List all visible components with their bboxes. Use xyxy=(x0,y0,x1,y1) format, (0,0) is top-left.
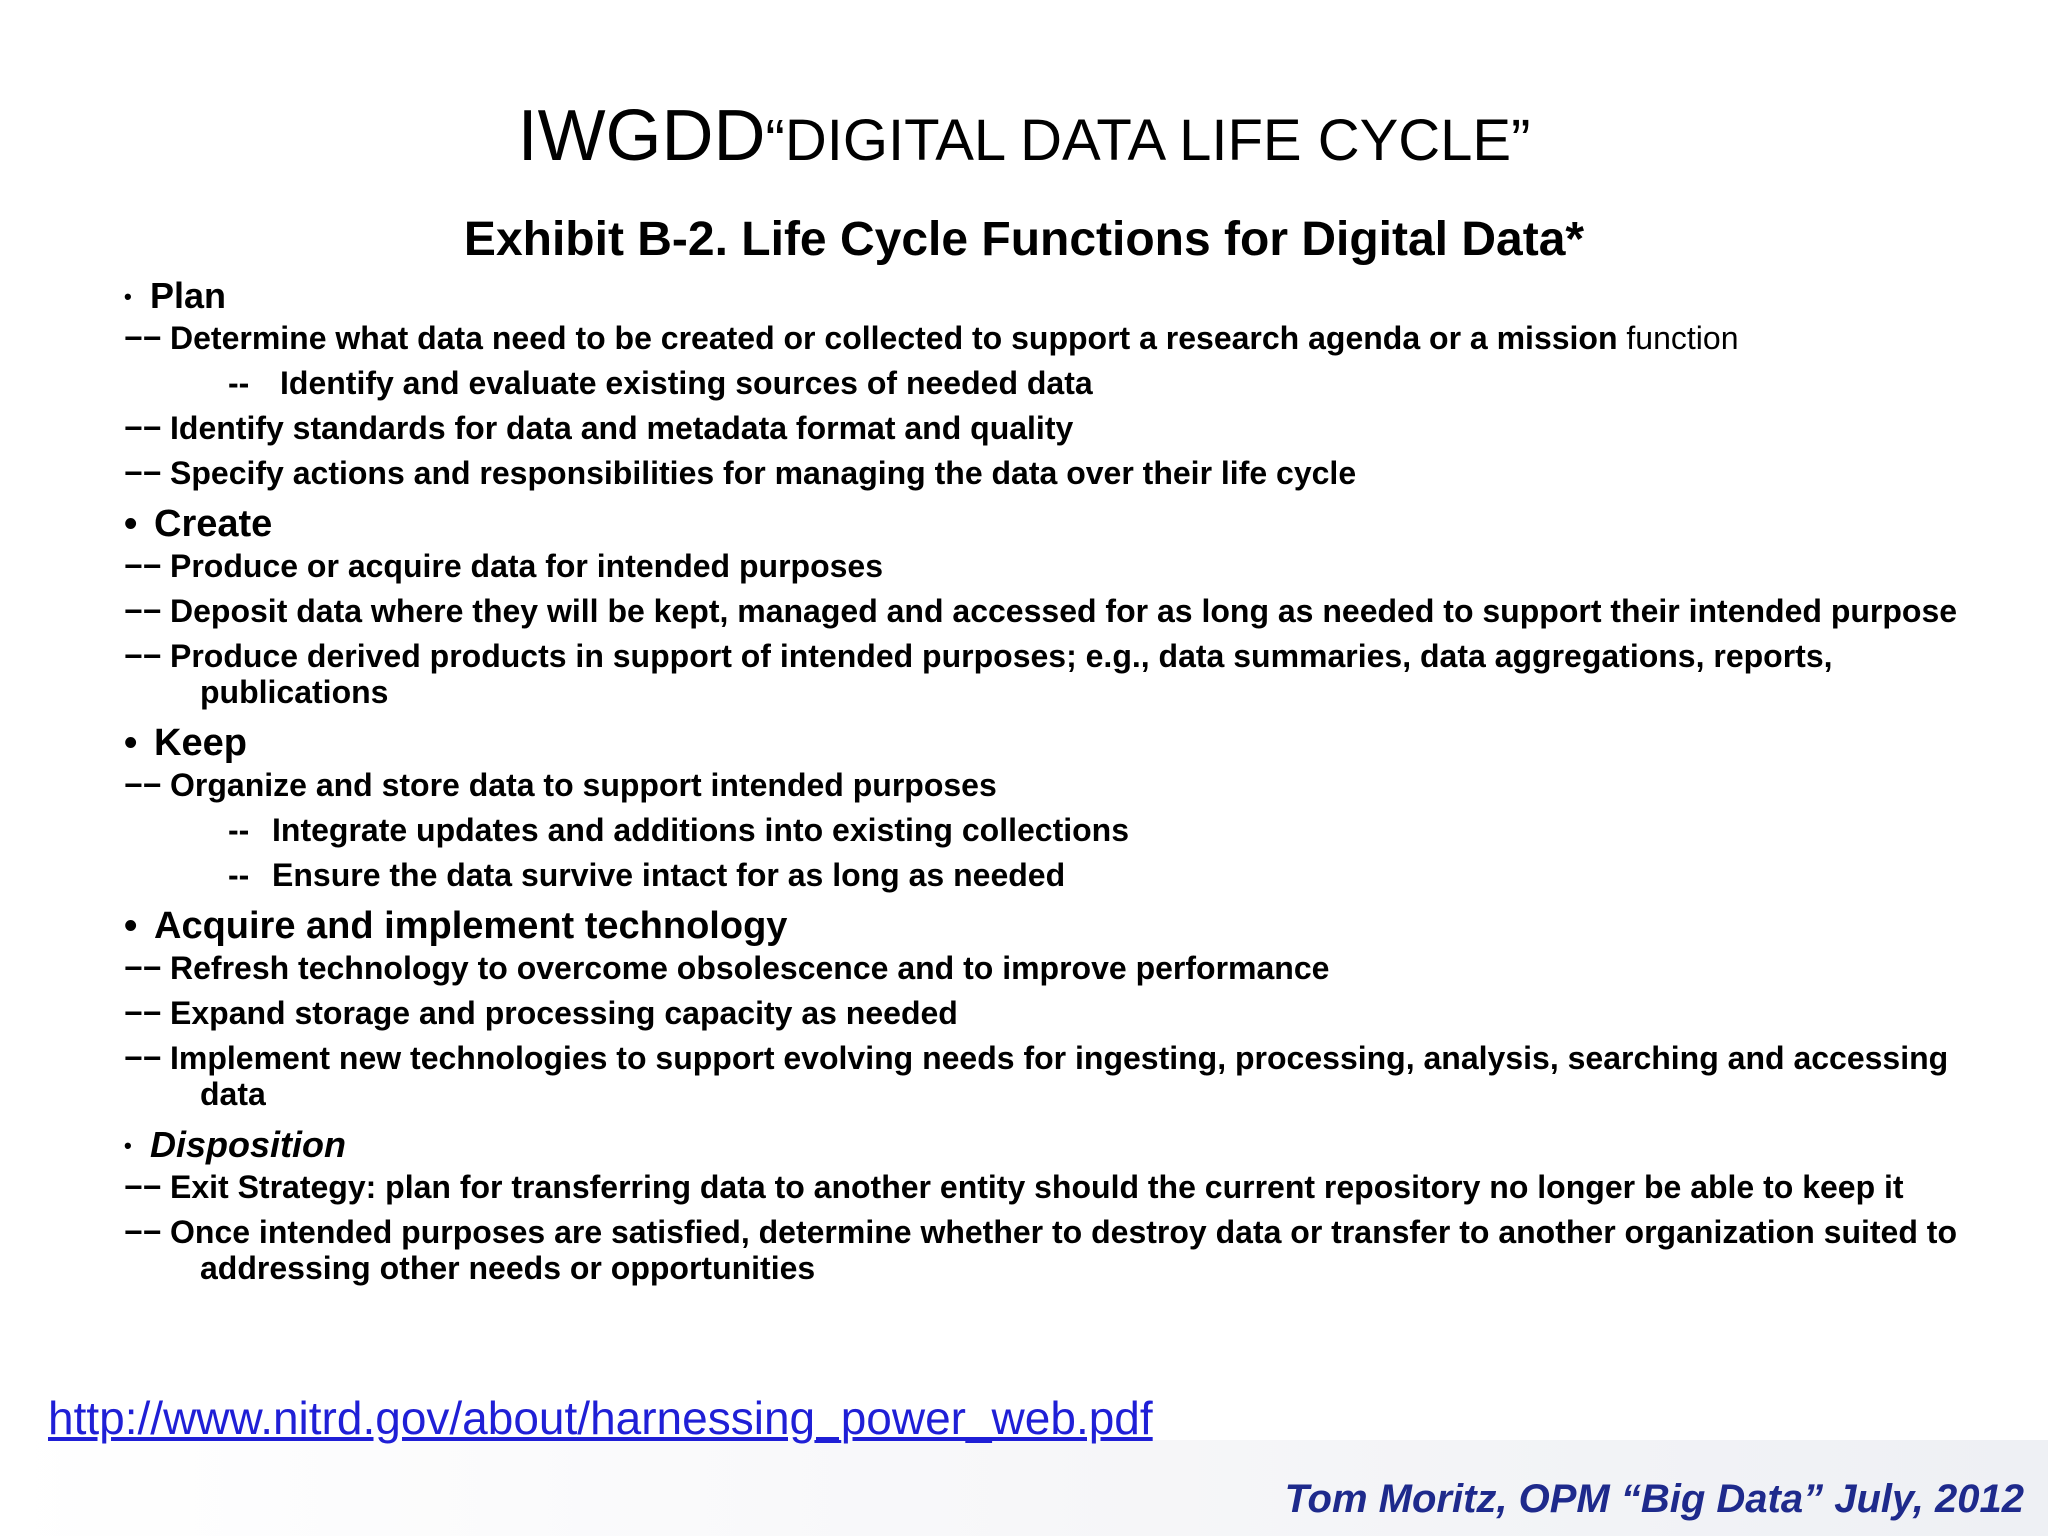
list-item xyxy=(124,1040,2004,1112)
list-item xyxy=(124,455,2004,491)
dash-icon: -- xyxy=(228,857,250,893)
list-item xyxy=(124,767,2004,803)
bullet-icon: • xyxy=(124,284,132,309)
section-heading-plan xyxy=(124,272,2004,320)
dash-icon: −− xyxy=(124,950,162,986)
section-heading-acquire-technology xyxy=(124,902,2004,950)
dash-icon: −− xyxy=(124,1169,162,1205)
list-item-text: Exit Strategy: plan for transferring data to another entity should the current repository no longer be able to keep it xyxy=(170,1169,1904,1205)
dash-icon: −− xyxy=(124,548,162,584)
sub-list-item xyxy=(124,812,2004,848)
title-quoted-text: “DIGITAL DATA LIFE CYCLE” xyxy=(765,108,1531,173)
section-heading-label: Plan xyxy=(150,275,227,316)
list-item-text: Identify standards for data and metadata format and quality xyxy=(170,410,1074,446)
section-heading-keep xyxy=(124,719,2004,767)
list-item-text: Refresh technology to overcome obsolescence and to improve performance xyxy=(170,950,1330,986)
list-item-text: Produce derived products in support of intended purposes; e.g., data summaries, data aggregations, reports, publications xyxy=(170,638,1833,710)
sub-list-item-text: Ensure the data survive intact for as long as needed xyxy=(272,857,1066,893)
section-heading-label: Keep xyxy=(154,722,247,764)
list-item-text: Specify actions and responsibilities for managing the data over their life cycle xyxy=(170,455,1357,491)
list-item xyxy=(124,995,2004,1031)
list-item xyxy=(124,548,2004,584)
list-item xyxy=(124,1214,2004,1286)
dash-icon: -- xyxy=(228,812,250,848)
dash-icon: −− xyxy=(124,410,162,446)
bullet-icon: • xyxy=(124,503,138,545)
dash-icon: −− xyxy=(124,1040,162,1076)
list-item-text: Implement new technologies to support evolving needs for ingesting, processing, analysis, searching and accessing data xyxy=(170,1040,1949,1112)
sub-list-item-text: Integrate updates and additions into existing collections xyxy=(272,812,1129,848)
list-item-text: Organize and store data to support intended purposes xyxy=(170,767,997,803)
list-item xyxy=(124,410,2004,446)
list-item-text: Produce or acquire data for intended purposes xyxy=(170,548,884,584)
dash-icon: −− xyxy=(124,320,162,356)
source-link[interactable]: http://www.nitrd.gov/about/harnessing_power_web.pdf xyxy=(48,1392,1153,1444)
list-item xyxy=(124,320,2004,356)
slide-title xyxy=(0,92,2048,185)
bullet-icon: • xyxy=(124,905,138,947)
section-heading-label: Acquire and implement technology xyxy=(154,905,788,947)
dash-icon: -- xyxy=(228,365,250,401)
list-item-text: Determine what data need to be created or collected to support a research agenda or a mission xyxy=(170,320,1618,356)
list-item-text: Deposit data where they will be kept, managed and accessed for as long as needed to support their intended purpose xyxy=(170,593,1958,629)
list-item xyxy=(124,638,2004,710)
slide-subtitle: Exhibit B-2. Life Cycle Functions for Digital Data* xyxy=(463,213,1585,266)
sub-list-item xyxy=(124,365,2004,401)
list-item-text: Expand storage and processing capacity as needed xyxy=(170,995,958,1031)
bullet-icon: • xyxy=(124,722,138,764)
section-heading-label: Disposition xyxy=(150,1124,346,1165)
slide-body xyxy=(124,272,2004,1295)
list-item xyxy=(124,593,2004,629)
dash-icon: −− xyxy=(124,1214,162,1250)
title-acronym: IWGDD xyxy=(517,96,766,176)
author-credit: Tom Moritz, OPM “Big Data” July, 2012 xyxy=(1284,1477,2024,1521)
section-heading-create xyxy=(124,500,2004,548)
bullet-icon: • xyxy=(124,1133,132,1158)
dash-icon: −− xyxy=(124,455,162,491)
list-item xyxy=(124,1169,2004,1205)
sub-list-item-text: Identify and evaluate existing sources of needed data xyxy=(280,365,1093,401)
list-item-text-plain: function xyxy=(1617,320,1739,356)
sub-list-item xyxy=(124,857,2004,893)
dash-icon: −− xyxy=(124,593,162,629)
section-heading-label: Create xyxy=(154,503,273,545)
dash-icon: −− xyxy=(124,638,162,674)
section-heading-disposition xyxy=(124,1121,2004,1169)
dash-icon: −− xyxy=(124,767,162,803)
dash-icon: −− xyxy=(124,995,162,1031)
list-item xyxy=(124,950,2004,986)
list-item-text: Once intended purposes are satisfied, determine whether to destroy data or transfer to another organization suited to addressing other needs or opportunities xyxy=(170,1214,1957,1286)
